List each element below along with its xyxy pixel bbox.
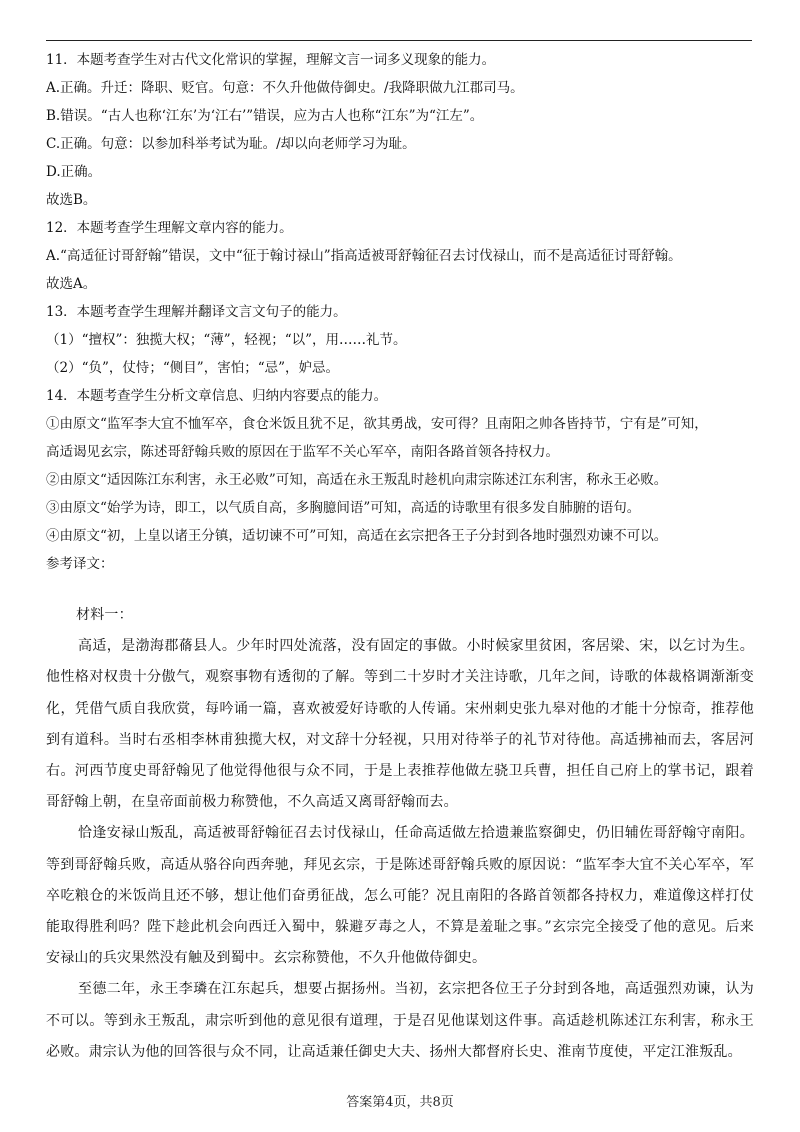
q12-choice: 故选A。: [46, 276, 97, 292]
reference-translation-title: 参考译文：: [46, 556, 114, 572]
q11-option-c: C.正确。句意：以参加科举考试为耻。/却以向老师学习为耻。: [46, 136, 416, 152]
q13-heading: 13．本题考查学生理解并翻译文言文句子的能力。: [46, 304, 347, 320]
q14-point-2: ②由原文“适因陈江东利害，永王必败”可知，高适在永王叛乱时趁机向肃宗陈述江东利害，称永王必败。: [46, 472, 668, 488]
page-footer: 答案第4页，共8页: [346, 1095, 454, 1110]
q14-point-1-cont: 高适谒见玄宗，陈述哥舒翰兵败的原因在于监军不关心军卒，南阳各路首领各持权力。: [46, 444, 559, 460]
q11-heading: 11．本题考查学生对古代文化常识的掌握，理解文言一词多义现象的能力。: [46, 52, 496, 68]
q14-point-1: ①由原文“监军李大宜不恤军卒，食仓米饭且犹不足，欲其勇战，安可得？且南阳之帅各皆持节，宁有是”可知，: [46, 416, 708, 432]
q12-option-a: A.“高适征讨哥舒翰”错误，文中“征于翰讨禄山”指高适被哥舒翰征召去讨伐禄山，而不是高适征讨哥舒翰。: [46, 248, 682, 264]
translation-paragraph-1: 高适，是渤海郡蓨县人。少年时四处流落，没有固定的事做。小时候家里贫困，客居梁、宋，以乞讨为生。他性格对权贵十分傲气，观察事物有透彻的了解。等到二十岁时才关注诗歌，几年之间，诗歌的体裁格调渐渐变化，凭借气质自我欣赏，每吟诵一篇，喜欢被爱好诗歌的人传诵。宋州刺史张九皋对他的才能十分惊奇，推荐他到有道科。当时右丞相李林甫独揽大权，对文辞十分轻视，只用对待举子的礼节对待他。高适拂袖而去，客居河右。河西节度史哥舒翰见了他觉得他很与众不同，于是上表推荐他做左骁卫兵曹，担任自己府上的掌书记，跟着哥舒翰上朝，在皇帝面前极力称赞他，不久高适又离哥舒翰而去。: [46, 638, 754, 811]
q14-heading: 14．本题考查学生分析文章信息、归纳内容要点的能力。: [46, 388, 388, 404]
translation-paragraph-3: 至德二年，永王李璘在江东起兵，想要占据扬州。当初，玄宗把各位王子分封到各地，高适强烈劝谏，认为不可以。等到永王叛乱，肃宗听到他的意见很有道理，于是召见他谋划这件事。高适趁机陈述江东利害，称永王必败。肃宗认为他的回答很与众不同，让高适兼任御史大夫、扬州大都督府长史、淮南节度使，平定江淮叛乱。: [46, 981, 754, 1060]
translation-paragraph-2: 恰逢安禄山叛乱，高适被哥舒翰征召去讨伐禄山，任命高适做左拾遗兼监察御史，仍旧辅佐哥舒翰守南阳。等到哥舒翰兵败，高适从骆谷向西奔驰，拜见玄宗，于是陈述哥舒翰兵败的原因说：“监军李大宜不关心军卒，军卒吃粮仓的米饭尚且还不够，想让他们奋勇征战，怎么可能？况且南阳的各路首领都各持权力，难道像这样打仗能取得胜利吗？陛下趁此机会向西迁入蜀中，躲避歹毒之人，不算是羞耻之事。”玄宗完全接受了他的意见。后来安禄山的兵灾果然没有触及到蜀中。玄宗称赞他，不久升他做侍御史。: [46, 825, 754, 967]
q13-point-2: （2）“负”，仗恃；“侧目”，害怕；“忌”，妒忌。: [46, 360, 339, 376]
answer-section: [46, 46, 756, 578]
q11-option-b: B.错误。“古人也称‘江东’为‘江右’”错误，应为古人也称“江东”为“江左”。: [46, 108, 484, 124]
q14-point-4: ④由原文“初，上皇以诸王分镇，适切谏不可”可知，高适在玄宗把各王子分封到各地时强烈劝谏不可以。: [46, 528, 668, 544]
q13-point-1: （1）“擅权”：独揽大权；“薄”，轻视；“以”，用……礼节。: [46, 332, 407, 348]
q11-option-d: D.正确。: [46, 164, 102, 180]
translation-section: [46, 600, 754, 1068]
material-one-label: 材料一：: [76, 607, 133, 623]
q14-point-3: ③由原文“始学为诗，即工，以气质自高，多胸臆间语”可知，高适的诗歌里有很多发自肺腑的语句。: [46, 500, 641, 516]
q11-option-a: A.正确。升迁：降职、贬官。句意：不久升他做侍御史。/我降职做九江郡司马。: [46, 80, 524, 96]
q12-heading: 12．本题考查学生理解文章内容的能力。: [46, 220, 293, 236]
header-rule: [46, 40, 752, 41]
q11-choice: 故选B。: [46, 192, 97, 208]
